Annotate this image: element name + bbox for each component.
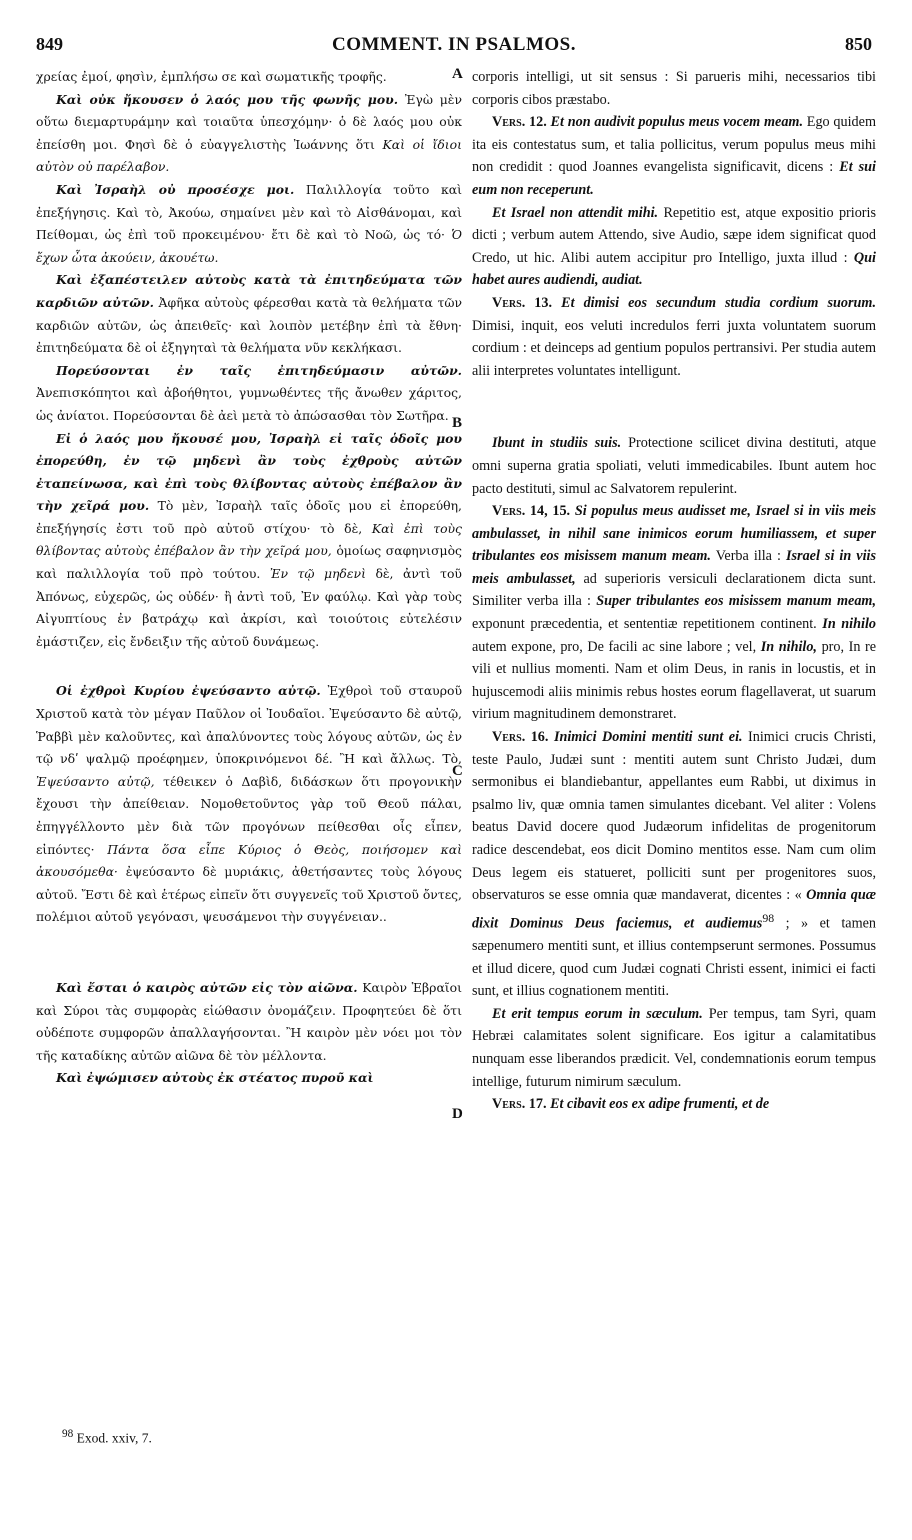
latin-paragraph bbox=[472, 292, 876, 382]
greek-lemma: Καὶ ἐξαπέστειλεν αὐτοὺς κατὰ τὰ ἐπιτηδεύματα τῶν καρδιῶν αὐτῶν. bbox=[36, 272, 462, 310]
greek-lemma: Καὶ ἐψώμισεν αὐτοὺς ἐκ στέατος πυροῦ καὶ bbox=[56, 1070, 374, 1086]
verse-number: Vers. 13. bbox=[492, 294, 553, 311]
latin-paragraph bbox=[472, 1093, 876, 1116]
latin-lemma: Si populus meus audisset me, Israel si in viis meis ambulasset, in nihil sane inimicos eorum humiliassem, et super tribulantes eos misissem manum meam. bbox=[472, 503, 876, 565]
verse-number: Vers. 14, 15. bbox=[492, 503, 571, 520]
greek-text: Ἀνεπισκόπητοι καὶ ἀβοήθητοι, γυμνωθέντες τῆς ἄνωθεν χάριτος, ὡς ἀνίατοι. Πορεύσονται δὲ ἀεὶ μετὰ τὸ ἀπώσασθαι τὸν Σωτῆρα. bbox=[36, 385, 462, 423]
greek-text: τέθεικεν ὁ Δαβὶδ, διδάσκων ὅτι προγονικὴν ἔχουσι τὴν ἀπείθειαν. Νομοθετοῦντος γὰρ τοῦ Θεοῦ πάλαι, ἐπηγγέλλοντο μὲν διὰ τῶν προγόνων πείθεσθαι οἷς εἶπεν, εἰπόντες· bbox=[36, 773, 462, 857]
spacer bbox=[472, 382, 876, 432]
running-title: COMMENT. IN PSALMOS. bbox=[332, 34, 576, 55]
greek-text: χρείας ἐμοί, φησὶν, ἐμπλήσω σε καὶ σωματικῆς τροφῆς. bbox=[36, 69, 387, 84]
greek-paragraph bbox=[36, 66, 462, 89]
latin-paragraph bbox=[472, 66, 876, 111]
greek-text: ὁμοίως σαφηνισμὸς καὶ παλιλλογία τοῦ πρὸ τούτου. bbox=[36, 543, 462, 582]
greek-text: Ἀφῆκα αὐτοὺς φέρεσθαι κατὰ τὰ θελήματα τῶν καρδιῶν αὐτῶν, ὡς ἀπειθεῖς· καὶ λοιπὸν μετέβην ἐπὶ τὰ ἔθνη· ἐπιτηδεύματα δὲ οἱ ἐξηγηταὶ τὰ θελήματα νῦν κεκλήκασι. bbox=[36, 294, 462, 356]
latin-text: Dimisi, inquit, eos veluti incredulos ferri juxta voluntatem suorum cordium : et deinceps ad gentium populos pertransivi. Per studia autem alii interpretes voluntates intelligunt. bbox=[472, 317, 876, 379]
greek-lemma: Καὶ ἔσται ὁ καιρὸς αὐτῶν εἰς τὸν αἰῶνα. bbox=[56, 979, 358, 995]
latin-lemma: Et non audivit populus meus vocem meam. bbox=[550, 114, 804, 131]
greek-lemma: Εἰ ὁ λαός μου ἤκουσέ μου, Ἰσραὴλ εἰ ταῖς ὁδοῖς μου ἐπορεύθη, ἐν τῷ μηδενὶ ἂν τοὺς ἐχθροὺς αὐτῶν ἐταπείνωσα, καὶ ἐπὶ τοὺς θλίβοντας αὐτοὺς ἐπέβαλον ἂν τὴν χεῖρά μου. bbox=[36, 430, 462, 514]
latin-text: ad superioris versiculi declarationem dicta sunt. Similiter verba illa : bbox=[472, 570, 876, 610]
margin-letter-b: B bbox=[452, 415, 463, 431]
right-page-number: 850 bbox=[845, 34, 872, 54]
footnote-ref: 98 bbox=[762, 910, 775, 925]
latin-lemma: Ibunt in studiis suis. bbox=[492, 435, 622, 452]
latin-paragraph bbox=[472, 202, 876, 292]
footnote bbox=[62, 1428, 152, 1447]
latin-paragraph bbox=[472, 111, 876, 201]
latin-lemma: Et cibavit eos ex adipe frumenti, et de bbox=[550, 1096, 770, 1113]
latin-paragraph bbox=[472, 1003, 876, 1093]
greek-text: Παλιλλογία τοῦτο καὶ ἐπεξήγησις. Καὶ τὸ, Ἀκούω, σημαίνει μὲν καὶ τὸ Αἰσθάνομαι, καὶ Πείθομαι, ὡς ἐπὶ τοῦ προκειμένου· ἔτι δὲ καὶ τὸ Νοῶ, ὡς τό· bbox=[36, 181, 462, 243]
greek-quote: Ὁ ἔχων ὦτα ἀκούειν, ἀκουέτω. bbox=[36, 227, 462, 265]
verse-number: Vers. 17. bbox=[492, 1096, 547, 1113]
greek-paragraph bbox=[36, 179, 462, 269]
greek-paragraph bbox=[36, 680, 462, 929]
margin-letter-c: C bbox=[452, 763, 463, 779]
greek-paragraph bbox=[36, 1067, 462, 1090]
latin-text: Verba illa : bbox=[715, 548, 781, 565]
latin-text: corporis intelligi, ut sit sensus : Si parueris mihi, necessarios tibi corporis cibos præstabo. bbox=[472, 69, 876, 108]
greek-column bbox=[36, 66, 462, 1486]
left-page-number: 849 bbox=[36, 34, 63, 54]
latin-text: autem expone, pro, De facili ac sine labore ; vel, bbox=[472, 638, 757, 655]
greek-quote: Ἐψεύσαντο αὐτῷ, bbox=[36, 773, 155, 789]
latin-text: Inimici crucis Christi, teste Paulo, Judæi sunt : mentiti autem sunt Christo Judæi, dum sermonibus ei blandiebantur, appellantes eum Rabbi, ut diximus in psalmo liv, quæ omnia tamen simulantes dicebant. Vel aliter : Volens beatus David docere quod Judæorum infidelitas de progenitorum radice descendebat, eos dicit Domino mentitos esse. Nam cum olim Deus legem eis statueret, polliciti sunt per progenitores suos, observaturos se esse omnia quæ mandaverat, dicentes : « bbox=[472, 729, 876, 904]
latin-text: Ego quidem ita eis contestatus sum, et talia pollicitus, verum populus meus mihi non credidit : quod Joannes evangelista significavit, dicens : bbox=[472, 114, 876, 176]
latin-quote: Et sui eum non receperunt. bbox=[472, 159, 876, 198]
latin-quote: Super tribulantes eos misissem manum meam, bbox=[596, 593, 876, 610]
greek-lemma: Καὶ οὐκ ἤκουσεν ὁ λαός μου τῆς φωνῆς μου. bbox=[56, 91, 399, 107]
greek-quote: Πάντα ὅσα εἶπε Κύριος ὁ Θεὸς, ποιήσομεν καὶ ἀκουσόμεθα· bbox=[36, 841, 462, 880]
greek-lemma: Οἱ ἐχθροὶ Κυρίου ἐψεύσαντο αὐτῷ. bbox=[56, 683, 321, 699]
greek-text: δὲ, ἀντὶ τοῦ Ἀπόνως, εὐχερῶς, ὡς οὐδέν· ἢ ἀντὶ τοῦ, Ἐν φαύλῳ. Καὶ γὰρ τοὺς Αἰγυπτίους ἐν βατράχῳ καὶ ἀκρίσι, καὶ τοιούτοις εὐτελέσιν ἐμάστιζεν, εἰς ἔνδειξιν τῆς αὐτοῦ δυνάμεως. bbox=[36, 566, 462, 649]
latin-quote: Israel si in viis meis ambulasset, bbox=[472, 548, 876, 587]
greek-paragraph bbox=[36, 269, 462, 359]
latin-text: Repetitio est, atque expositio prioris dicti ; verbum autem Attendo, sive Audio, sæpe idem significat quod Credo, ut hic. Alibi autem accipitur pro Intelligo, juxta illud : bbox=[472, 204, 876, 266]
latin-lemma: Et dimisi eos secundum studia cordium suorum. bbox=[561, 294, 876, 311]
greek-lemma: Καὶ Ἰσραὴλ οὐ προσέσχε μοι. bbox=[56, 181, 295, 197]
footnote-mark: 98 bbox=[62, 1428, 74, 1440]
greek-lemma: Πορεύσονται ἐν ταῖς ἐπιτηδεύμασιν αὐτῶν. bbox=[56, 362, 462, 378]
margin-letter-a: A bbox=[452, 66, 463, 82]
greek-quote: Καὶ οἱ ἴδιοι αὐτὸν οὐ παρέλαβον. bbox=[36, 136, 462, 175]
greek-paragraph bbox=[36, 89, 462, 179]
latin-quote: Omnia quæ dixit Dominus Deus faciemus, et audiemus bbox=[472, 887, 876, 932]
greek-paragraph bbox=[36, 977, 462, 1067]
latin-text: Per tempus, tam Syri, quam Hebræi calamitates solent significare. Eos igitur a calamitatibus nunquam esse liberandos prædicit. Vel, condemnationis eorum tempus intellige, futurum nimirum sæculum. bbox=[472, 1005, 876, 1090]
latin-quote: In nihilo, bbox=[760, 638, 817, 655]
footnote-text: Exod. xxiv, 7. bbox=[76, 1430, 152, 1446]
greek-text: Τὸ μὲν, Ἰσραὴλ ταῖς ὁδοῖς μου εἰ ἐπορεύθη, ἐπεξήγησίς ἐστι τοῦ πρὸ αὐτοῦ στίχου· τὸ δὲ, bbox=[36, 498, 462, 536]
spacer bbox=[36, 653, 462, 680]
latin-paragraph bbox=[472, 500, 876, 726]
greek-text: ἐψεύσαντο δὲ μυριάκις, ἀθετήσαντες τοὺς λόγους αὐτοῦ. Ἔστι δὲ καὶ ἑτέρως εἰπεῖν ὅτι συγγενεῖς τοῦ Χριστοῦ ὄντες, πολέμιοι αὐτοῦ γεγόνασι, ψευσάμενοι τὴν συγγένειαν.. bbox=[36, 864, 462, 925]
greek-text: Ἐχθροὶ τοῦ σταυροῦ Χριστοῦ κατὰ τὸν μέγαν Παῦλον οἱ Ἰουδαῖοι. Ἐψεύσαντο δὲ αὐτῷ, Ῥαββὶ μὲν καλοῦντες, καὶ ἀπαλύνοντες τοὺς λόγους αὐτῶν, ὡς ἐν τῷ νδʹ ψαλμῷ προέφημεν, ὑποκρινόμενοι δέ. Ἢ καὶ ἄλλως. Τὸ, bbox=[36, 683, 462, 767]
spacer bbox=[36, 929, 462, 977]
latin-lemma: Et erit tempus eorum in sæculum. bbox=[492, 1005, 703, 1022]
latin-lemma: Et Israel non attendit mihi. bbox=[492, 204, 659, 221]
verse-number: Vers. 12. bbox=[492, 114, 547, 131]
greek-text: Ἐγὼ μὲν οὕτω διεμαρτυράμην καὶ τοιαῦτα ὑπεσχόμην· ὁ δὲ λαός μου οὐκ ἐπείσθη μοι. Φησὶ δὲ ὁ εὐαγγελιστὴς Ἰωάννης ὅτι bbox=[36, 91, 462, 152]
latin-text: Protectione scilicet divina destituti, atque omni superna gratia spoliati, veluti immedicabiles. Ibunt autem hoc pacto destituti, simul ac Salvatorem repulerint. bbox=[472, 435, 876, 497]
latin-text: exponunt præcedentia, et sententiæ repetitionem continent. bbox=[472, 616, 817, 633]
latin-paragraph bbox=[472, 432, 876, 500]
greek-quote: Καὶ ἐπὶ τοὺς θλίβοντας αὐτοὺς ἐπέβαλον ἂν τὴν χεῖρά μου, bbox=[36, 520, 462, 559]
latin-column bbox=[472, 66, 876, 1486]
margin-letter-d: D bbox=[452, 1106, 463, 1122]
verse-number: Vers. 16. bbox=[492, 729, 549, 746]
greek-paragraph bbox=[36, 428, 462, 654]
greek-paragraph bbox=[36, 360, 462, 428]
latin-paragraph bbox=[472, 726, 876, 1003]
latin-quote: In nihilo bbox=[822, 616, 876, 633]
latin-quote: Qui habet aures audiendi, audiat. bbox=[472, 249, 876, 289]
latin-text: pro, In re vili et nullius momenti. Nam et olim Deus, in ranis in locustis, et in hujuscemodi aliis minimis rebus hostes eorum flagellaverat, ut suarum virium magnitudinem demonstraret. bbox=[472, 638, 876, 723]
latin-text: ; » et tamen sæpenumero mentiti sunt, et illius contempserunt sermones. Possumus et illud dicere, quod cum Judæi cognati Christi essent, inimici ei facti sunt, et illius cognationem mentiti. bbox=[472, 915, 876, 1000]
greek-text: Καιρὸν Ἑβραῖοι καὶ Σύροι τὰς συμφορὰς εἰώθασιν ὀνομάζειν. Προφητεύει δὲ ὅτι οὐδέποτε συμφορῶν ἀπαλλαγήσονται. Ἢ καιρὸν μὲν νόει μοι τὸν τῆς καταδίκης αὐτῶν αἰῶνα δὲ τὸν μέλλοντα. bbox=[36, 979, 462, 1063]
greek-quote: Ἐν τῷ μηδενὶ bbox=[269, 566, 366, 582]
latin-lemma: Inimici Domini mentiti sunt ei. bbox=[553, 729, 743, 746]
running-header bbox=[36, 34, 872, 60]
